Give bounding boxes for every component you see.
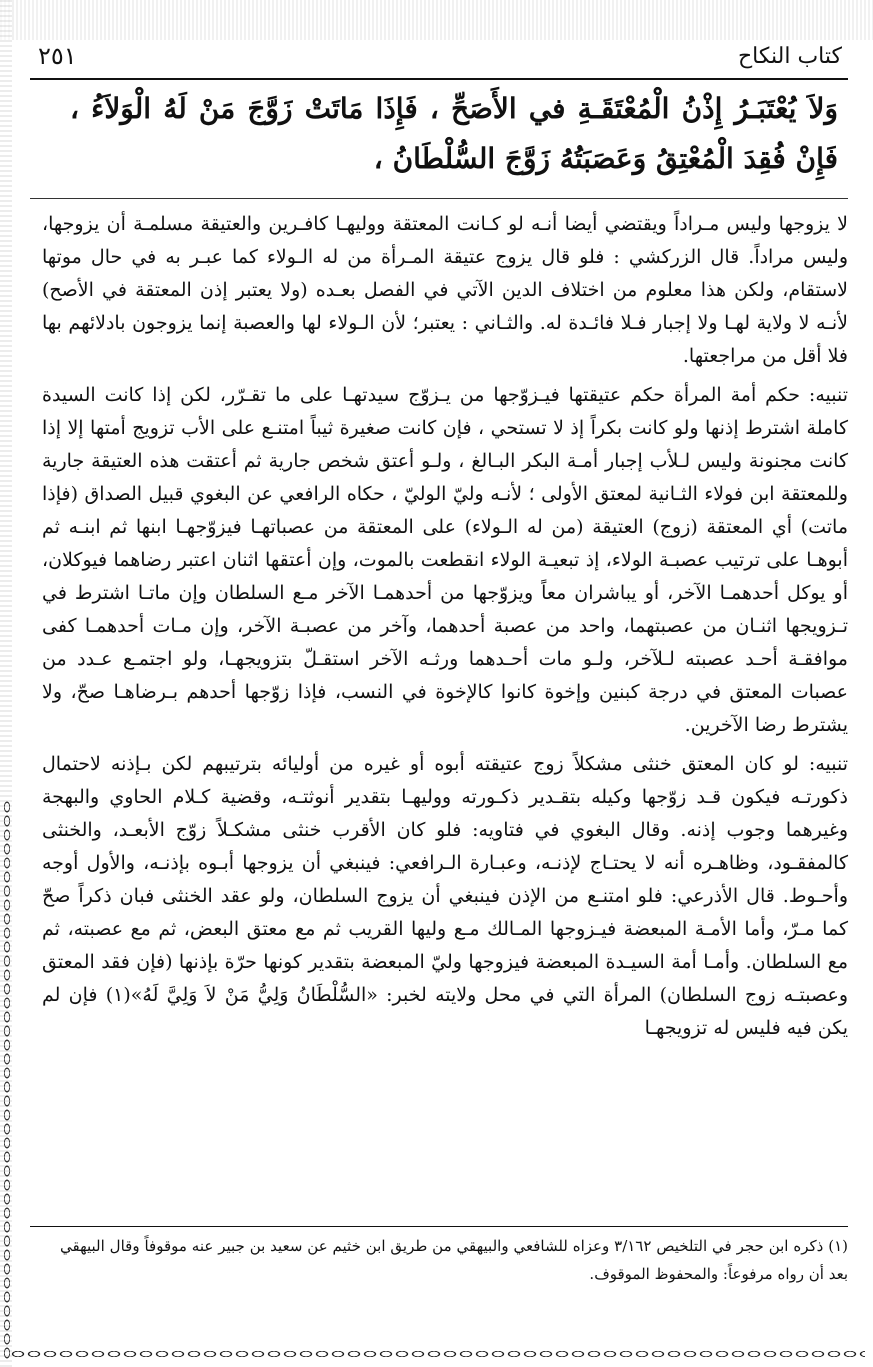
commentary-body (42, 208, 848, 1051)
page-number: ٢٥١ (38, 42, 77, 70)
footnote: (١) ذكره ابن حجر في التلخيص ٣/١٦٢ وعزاه للشافعي والبيهقي من طريق ابن خثيم عن سعيد بن جبير عنه موقوفاً وقال البيهقي بعد أن رواه مرفوعاً: والمحفوظ الموقوف. (60, 1237, 848, 1283)
footnotes (60, 1232, 848, 1288)
decorative-side-border (2, 800, 12, 1360)
page-top-texture (0, 0, 873, 40)
book-title: كتاب النكاح (737, 44, 842, 69)
matn-text: وَلاَ يُعْتَبَـرُ إِذْنُ الْمُعْتَقَـةِ في الأَصَحِّ ، فَإِذَا مَاتَتْ زَوَّجَ مَنْ لَهُ الْوَلاَءُ ، فَإِنْ فُقِدَ الْمُعْتِقُ وَعَصَبَتُهُ زَوَّجَ السُّلْطَانُ ، (70, 92, 839, 175)
page-header (30, 40, 848, 80)
decorative-footer-border (10, 1347, 865, 1361)
paragraph: تنبيه: لو كان المعتق خنثى مشكلاً زوج عتيقته أبوه أو غيره من أوليائه بترتيبهم لكن بـإذنه لاحتمال ذكورتـه فيكون قـد زوّجها وكيله بتقـدير ذكـورته ووليهـا بتقدير أنوثتـه، وقضية كـلام الحاوي والبهجة وغيرهما وجوب إذنه. وقال البغوي في فتاويه: فلو كان الأقرب خنثى مشكـلاً زوّج الأبعـد، والخنثى كالمفقـود، وظاهـره أنه لا يحتـاج لإذنـه، وعبـارة الـرافعي: فينبغي أن يزوجها أبـوه بإذنـه، والأول أوجه وأحـوط. قال الأذرعي: فلو امتنـع من الإذن فينبغي أن يزوج السلطان، ولو عقد الخنثى فبان ذكراً صحّ كما مـرّ، وأما الأمـة المبعضة فيـزوجها المـالك مـع وليها القريب ثم مع معتق البعض، ثم مع عصبته، ثم مع السلطان. وأمـا أمة السيـدة المبعضة فيزوجها وليّ المبعضة بتقدير كونها حرّة بإذنها (فإن فقد المعتق وعصبتـه زوج السلطان) المرأة التي في محل ولايته لخبر: «السُّلْطَانُ وَلِيُّ مَنْ لاَ وَلِيَّ لَهُ»(١) فإن لم يكن فيه فليس له تزويجهـا (42, 753, 848, 1039)
matn-separator (30, 198, 848, 199)
paragraph: تنبيه: حكم أمة المرأة حكم عتيقتها فيـزوّجها من يـزوّج سيدتهـا على ما تقـرّر، لكن إذا كانت السيدة كاملة اشترط إذنها ولو كانت بكراً إذ لا تستحي ، فإن كانت صغيرة ثيباً امتنـع على الأب تزويج أمتها إلا إذا كانت مجنونة وليس لـلأب إجبار أمـة البكر البـالغ ، ولـو أعتق شخص جارية ثم أعتقت هذه العتيقة جارية وللمعتقة ابن فولاء الثـانية لمعتق الأولى ؛ لأنـه وليّ الوليّ ، حكاه الرافعي عن البغوي قبيل الصداق (فإذا ماتت) أي المعتقة (زوج) العتيقة (من له الـولاء) على المعتقة من عصباتهـا فيزوّجهـا ابنها ثم ابنـه ثم أبوهـا على ترتيب عصبـة الولاء، إذ تبعيـة الولاء انقطعت بالموت، وإن أعتقها اثنان اعتبر رضاهما فيوكلان، أو يوكل أحدهمـا الآخر، أو يباشران معاً ويزوّجها من أحدهمـا الآخر مـع السلطان وإن ماتـا اشترط في تـزويجها اثنـان من عصبتهما، واحد من عصبة أحدهما، وآخر من عصبـة الآخر، وإن مـات أحدهمـا كفى موافقـة أحـد عصبته لـلآخر، ولـو مات أحـدهما ورثـه الآخر استقـلّ بتزويجهـا، ولو اجتمـع عـدد من عصبات المعتق في درجة كبنين وإخوة كانوا كالإخوة في النسب، فإذا زوّجها أحدهم بـرضاهـا صحّ، ولا يشترط رضا الآخرين. (42, 384, 848, 736)
footnote-separator (30, 1226, 848, 1227)
paragraph: لا يزوجها وليس مـراداً ويقتضي أيضا أنـه لو كـانت المعتقة ووليهـا كافـرين والعتيقة مسلمـة أن يزوجها، وليس مراداً. قال الزركشي : فلو قال يزوج عتيقة المـرأة من له الـولاء كما عبـر به في حال موتها لاستقام، ولكن هذا معلوم من اختلاف الدين الآتي في الفصل بعـده (ولا يعتبر إذن المعتقة في الأصح) لأنـه لا ولاية لهـا ولا إجبار فـلا فائـدة له. والثـاني : يعتبر؛ لأن الـولاء لها والعصبة إنما يزوجون بادلائهم بها فلا أقل من مراجعتها. (42, 213, 848, 367)
